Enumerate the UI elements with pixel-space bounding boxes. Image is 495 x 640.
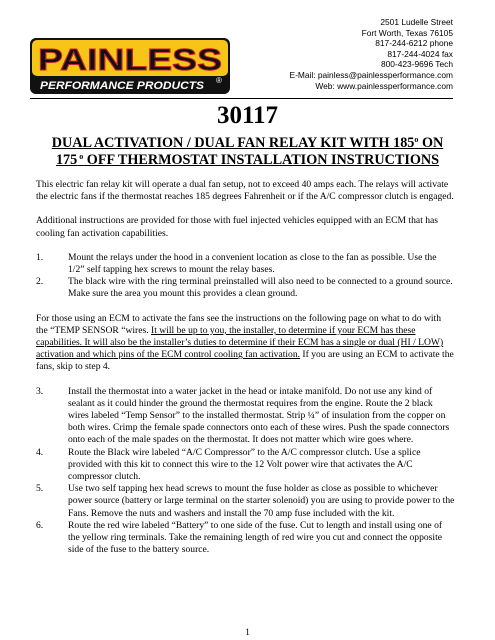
- step-number: 6.: [36, 519, 44, 531]
- step-text: The black wire with the ring terminal preinstalled will also need to be connected to a ground source. Make sure the area you mount this provides a clean ground.: [68, 276, 453, 300]
- degree-mark: o: [414, 135, 419, 144]
- step-number: 3.: [36, 385, 44, 397]
- logo-bottom-text: PERFORMANCE PRODUCTS: [40, 80, 205, 92]
- title-part-c: 175: [55, 151, 78, 168]
- list-item: [36, 252, 455, 276]
- phone-line: 817-244-6212 phone: [375, 38, 453, 49]
- address-line: 2501 Ludelle Street: [380, 17, 453, 27]
- logo-graphic: [30, 38, 232, 94]
- title-part-d: OFF THERMOSTAT INSTALLATION INSTRUCTIONS: [83, 151, 440, 168]
- step-text: Use two self tapping hex head screws to mount the fuse holder as close as possible to whichever power source (battery or large terminal on the starter solenoid) you are using to provide power to the Fans. Remove the nuts and washers and install the 70 amp fuse included with the kit.: [68, 483, 455, 519]
- steps-list-a: [36, 252, 455, 301]
- step-text: Mount the relays under the hood in a convenient location as close to the fan as possible. Use the 1/2” self tapping hex screws to mount the relay bases.: [68, 251, 437, 276]
- header-divider: [30, 98, 453, 99]
- step-number: 2.: [36, 276, 44, 288]
- registered-mark: ®: [216, 76, 222, 85]
- city-line: Fort Worth, Texas 76105: [361, 27, 453, 38]
- tech-line: 800-423-9696 Tech: [380, 59, 453, 70]
- list-item: [36, 520, 455, 557]
- ecm-skip-note: If you are using an ECM to activate the fans, skip to step 4.: [36, 349, 454, 373]
- fax-line: 817-244-4024 fax: [387, 48, 453, 59]
- email-line: E-Mail: painless@painlessperformance.com: [289, 69, 453, 80]
- ecm-instructions-paragraph: [36, 313, 455, 374]
- list-item: [36, 483, 455, 520]
- list-item: [36, 386, 455, 447]
- ecm-text: For those using an ECM to activate the fans see the instructions on the following page on what to do with the “TEMP SENSOR “wires.: [36, 312, 441, 336]
- step-number: 4.: [36, 446, 44, 458]
- document-title: [40, 135, 455, 168]
- painless-logo: [30, 38, 232, 94]
- contact-block: [213, 17, 453, 91]
- intro-paragraph: This electric fan relay kit will operate a dual fan setup, not to exceed 40 amps each. The relays will activate the electric fans if the thermostat reaches 185 degrees Fahrenheit or if the A/C compressor clutch is engaged.: [36, 179, 454, 203]
- ecm-note-paragraph: Additional instructions are provided for those with fuel injected vehicles equipped with an ECM that has cooling fan activation capabilities.: [36, 215, 439, 239]
- step-text: Install the thermostat into a water jacket in the head or intake manifold. Do not use any kind of sealant as it could hinder the ground the thermostat requires from the engine. Route the 2 black wires labeled “Temp Sensor” to the installed thermostat. Strip ¼” of insulation from the copper on both wires. Crimp the female spade connectors onto each of these wires. Push the spade connectors onto each of the male spades on the thermostat. It does not matter which wire goes where.: [68, 385, 450, 446]
- web-line: Web: www.painlessperformance.com: [315, 80, 453, 91]
- step-number: 1.: [36, 251, 44, 263]
- list-item: [36, 276, 455, 300]
- logo-top-text: PAINLESS: [38, 42, 222, 77]
- title-part-a: DUAL ACTIVATION / DUAL FAN RELAY KIT WITH 185: [51, 135, 415, 151]
- page-number: 1: [245, 627, 250, 638]
- instructions-body: [36, 179, 455, 568]
- part-number: 30117: [216, 102, 279, 129]
- step-number: 5.: [36, 483, 44, 495]
- title-part-b: ON: [418, 135, 444, 151]
- step-text: Route the red wire labeled “Battery” to one side of the fuse. Cut to length and install using one of the yellow ring terminals. Take the remaining length of red wire you cut and connect the opposite side of the fuse to the battery source.: [68, 519, 443, 556]
- ecm-warning-underlined: It will be up to you, the installer, to determine if your ECM has these capabilities. It will also be the installer’s duties to determine if their ECM has a single or dual (HI / LOW) activation and which pins of the ECM control cooling fan activation.: [36, 324, 444, 361]
- list-item: [36, 447, 455, 484]
- steps-list-b: [36, 386, 455, 557]
- degree-mark: o: [77, 151, 84, 161]
- step-text: Route the Black wire labeled “A/C Compressor” to the A/C compressor clutch. Use a splice provided with this kit to connect this wire to the 12 Volt power wire that activates the A/C compressor clutch.: [68, 446, 421, 483]
